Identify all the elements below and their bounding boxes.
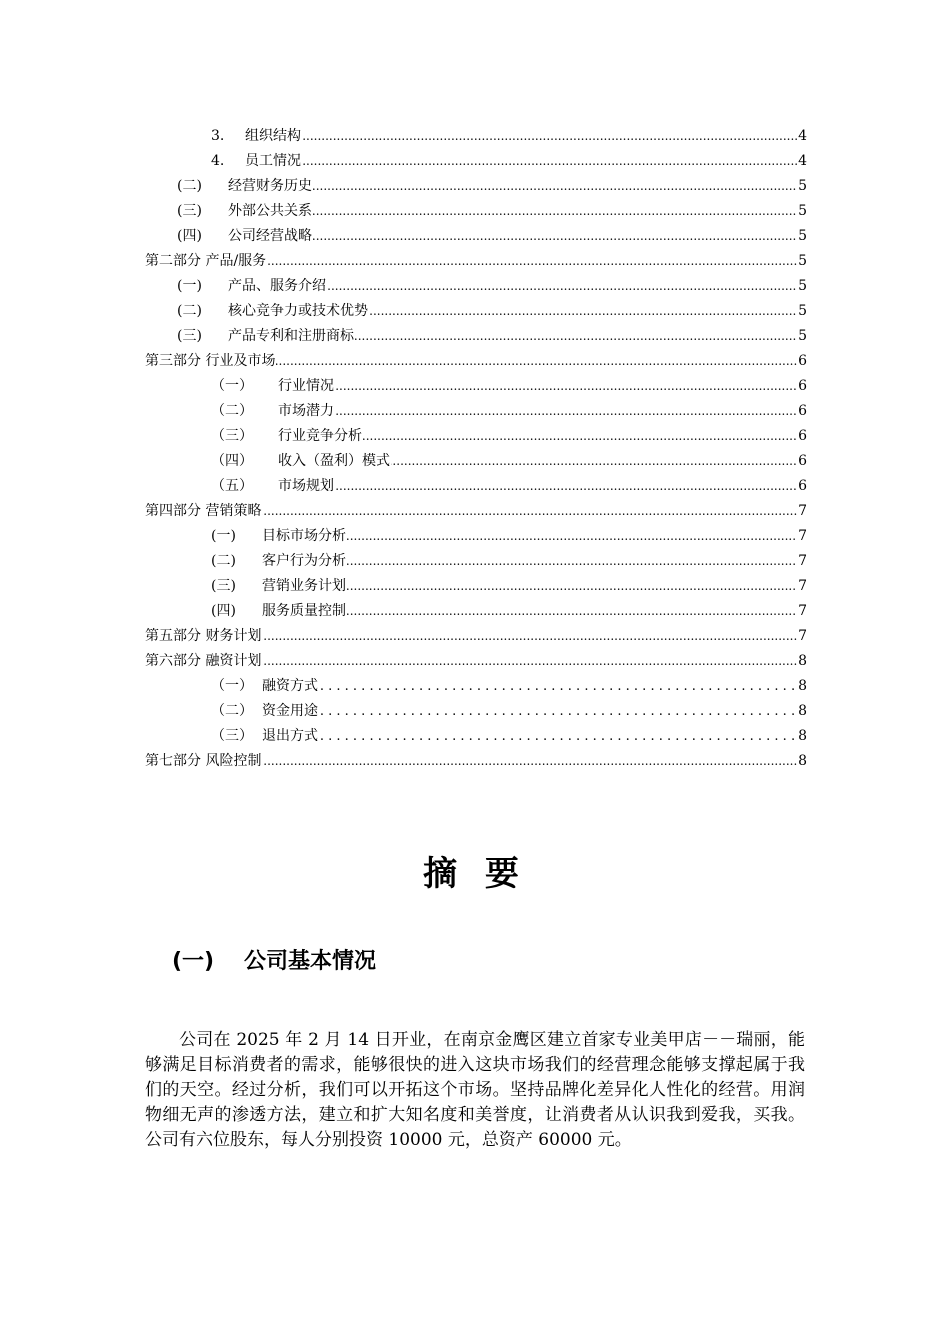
toc-entry-page: 7: [797, 499, 807, 524]
toc-entry-number: (二): [211, 553, 236, 569]
toc-entry[interactable]: [0, 474, 950, 499]
toc-entry[interactable]: [0, 199, 950, 224]
toc-entry-label: 产品、服务介绍: [228, 274, 327, 299]
toc-entry-label: 第七部分 风险控制: [145, 749, 262, 774]
toc-entry-number: (二): [177, 178, 202, 194]
toc-entry-page: 5: [797, 249, 807, 274]
summary-paragraph: 公司在 2025 年 2 月 14 日开业，在南京金鹰区建立首家专业美甲店－－瑞丽，能够满足目标消费者的需求，能够很快的进入这块市场我们的经营理念能够支撑起属于我们的天空。经过分析，我们可以开拓这个市场。坚持品牌化差异化人性化的经营。用润物细无声的渗透方法，建立和扩大知名度和美誉度，让消费者从认识我到爱我，买我。公司有六位股东，每人分别投资 10000 元，总资产 60000 元。: [145, 1030, 805, 1150]
toc-entry-label: 经营财务历史: [228, 174, 313, 199]
toc-entry-label: 营销业务计划: [262, 574, 347, 599]
toc-entry-page: 8: [797, 724, 807, 749]
toc-entry[interactable]: [0, 524, 950, 549]
toc-entry-label: 产品专利和注册商标: [228, 324, 355, 349]
toc-entry[interactable]: [0, 324, 950, 349]
toc-entry-number: （五）: [211, 478, 253, 494]
toc-entry-page: 4: [797, 124, 807, 149]
section-number: (一): [172, 949, 215, 974]
toc-entry-label: 目标市场分析: [262, 524, 347, 549]
toc-entry-number: (三): [177, 328, 202, 344]
toc-entry-label: 收入（盈利）模式: [278, 449, 391, 474]
toc-entry[interactable]: [0, 624, 950, 649]
section-heading: [172, 944, 376, 975]
toc-entry-label: 第四部分 营销策略: [145, 499, 262, 524]
toc-entry-page: 4: [797, 149, 807, 174]
toc-entry-number: (三): [177, 203, 202, 219]
toc-entry-page: 7: [797, 574, 807, 599]
toc-entry-label: 融资方式: [262, 674, 319, 699]
toc-entry-number: （一）: [211, 378, 253, 394]
toc-entry[interactable]: [0, 124, 950, 149]
toc-entry-label: 组织结构: [245, 124, 302, 149]
toc-leader-dots: [245, 149, 799, 174]
toc-entry-number: （三）: [211, 428, 253, 444]
toc-entry-page: 6: [797, 474, 807, 499]
toc-entry-label: 市场规划: [278, 474, 335, 499]
toc-leader-dots: [262, 724, 799, 749]
toc-leader-dots: [228, 174, 799, 199]
toc-entry[interactable]: [0, 249, 950, 274]
toc-entry[interactable]: [0, 224, 950, 249]
toc-entry-page: 6: [797, 374, 807, 399]
toc-entry[interactable]: [0, 349, 950, 374]
toc-entry-label: 行业竞争分析: [278, 424, 363, 449]
toc-entry[interactable]: [0, 724, 950, 749]
toc-entry[interactable]: [0, 749, 950, 774]
toc-leader-dots: [228, 224, 799, 249]
toc-entry-number: (一): [211, 528, 236, 544]
toc-leader-dots: [262, 674, 799, 699]
toc-entry[interactable]: [0, 299, 950, 324]
toc-entry[interactable]: [0, 599, 950, 624]
toc-leader-dots: [245, 124, 799, 149]
toc-entry[interactable]: [0, 699, 950, 724]
toc-entry[interactable]: [0, 174, 950, 199]
toc-entry-number: 4.: [211, 153, 225, 169]
toc-entry[interactable]: [0, 449, 950, 474]
toc-entry-page: 6: [797, 349, 807, 374]
toc-entry-page: 5: [797, 274, 807, 299]
toc-entry-label: 公司经营战略: [228, 224, 313, 249]
toc-entry-page: 5: [797, 174, 807, 199]
toc-entry-page: 7: [797, 624, 807, 649]
toc-entry-label: 行业情况: [278, 374, 335, 399]
toc-entry-label: 核心竞争力或技术优势: [228, 299, 369, 324]
toc-entry-page: 5: [797, 199, 807, 224]
toc-entry[interactable]: [0, 399, 950, 424]
toc-entry[interactable]: [0, 274, 950, 299]
toc-entry-number: (一): [177, 278, 202, 294]
toc-entry-label: 服务质量控制: [262, 599, 347, 624]
toc-entry[interactable]: [0, 574, 950, 599]
toc-entry-page: 5: [797, 224, 807, 249]
toc-entry-number: （二）: [211, 403, 253, 419]
toc-entry[interactable]: [0, 649, 950, 674]
toc-leader-dots: [262, 699, 799, 724]
toc-entry-page: 7: [797, 549, 807, 574]
toc-entry-number: （二）: [211, 703, 253, 719]
toc-entry[interactable]: [0, 149, 950, 174]
toc-entry-page: 7: [797, 599, 807, 624]
toc-entry-label: 退出方式: [262, 724, 319, 749]
toc-entry-page: 6: [797, 424, 807, 449]
toc-entry-number: （四）: [211, 453, 253, 469]
toc-entry[interactable]: [0, 674, 950, 699]
toc-leader-dots: [278, 374, 799, 399]
toc-entry-number: （一）: [211, 678, 253, 694]
toc-entry-page: 8: [797, 674, 807, 699]
toc-leader-dots: [278, 399, 799, 424]
section-title: 公司基本情况: [244, 949, 377, 974]
toc-entry-page: 8: [797, 699, 807, 724]
toc-entry-page: 5: [797, 324, 807, 349]
toc-entry-number: (四): [177, 228, 202, 244]
page-title: 摘 要: [423, 854, 527, 894]
toc-entry-page: 6: [797, 449, 807, 474]
toc-entry-label: 市场潜力: [278, 399, 335, 424]
toc-entry-number: (二): [177, 303, 202, 319]
toc-entry[interactable]: [0, 374, 950, 399]
toc-entry[interactable]: [0, 499, 950, 524]
toc-entry-page: 8: [797, 749, 807, 774]
toc-entry-number: 3.: [211, 128, 225, 144]
toc-entry-label: 客户行为分析: [262, 549, 347, 574]
toc-entry[interactable]: [0, 549, 950, 574]
toc-entry-page: 6: [797, 399, 807, 424]
toc-entry-number: (三): [211, 578, 236, 594]
toc-entry-label: 资金用途: [262, 699, 319, 724]
toc-entry-page: 7: [797, 524, 807, 549]
toc-entry-label: 第六部分 融资计划: [145, 649, 262, 674]
toc-entry-label: 员工情况: [245, 149, 302, 174]
toc-entry-label: 第二部分 产品/服务: [145, 249, 267, 274]
toc-entry-number: (四): [211, 603, 236, 619]
toc-entry-page: 5: [797, 299, 807, 324]
toc-entry-number: （三）: [211, 728, 253, 744]
toc-entry-label: 第五部分 财务计划: [145, 624, 262, 649]
toc-entry[interactable]: [0, 424, 950, 449]
toc-leader-dots: [228, 199, 799, 224]
toc-entry-page: 8: [797, 649, 807, 674]
toc-entry-label: 第三部分 行业及市场: [145, 349, 276, 374]
toc-leader-dots: [278, 474, 799, 499]
toc-entry-label: 外部公共关系: [228, 199, 313, 224]
